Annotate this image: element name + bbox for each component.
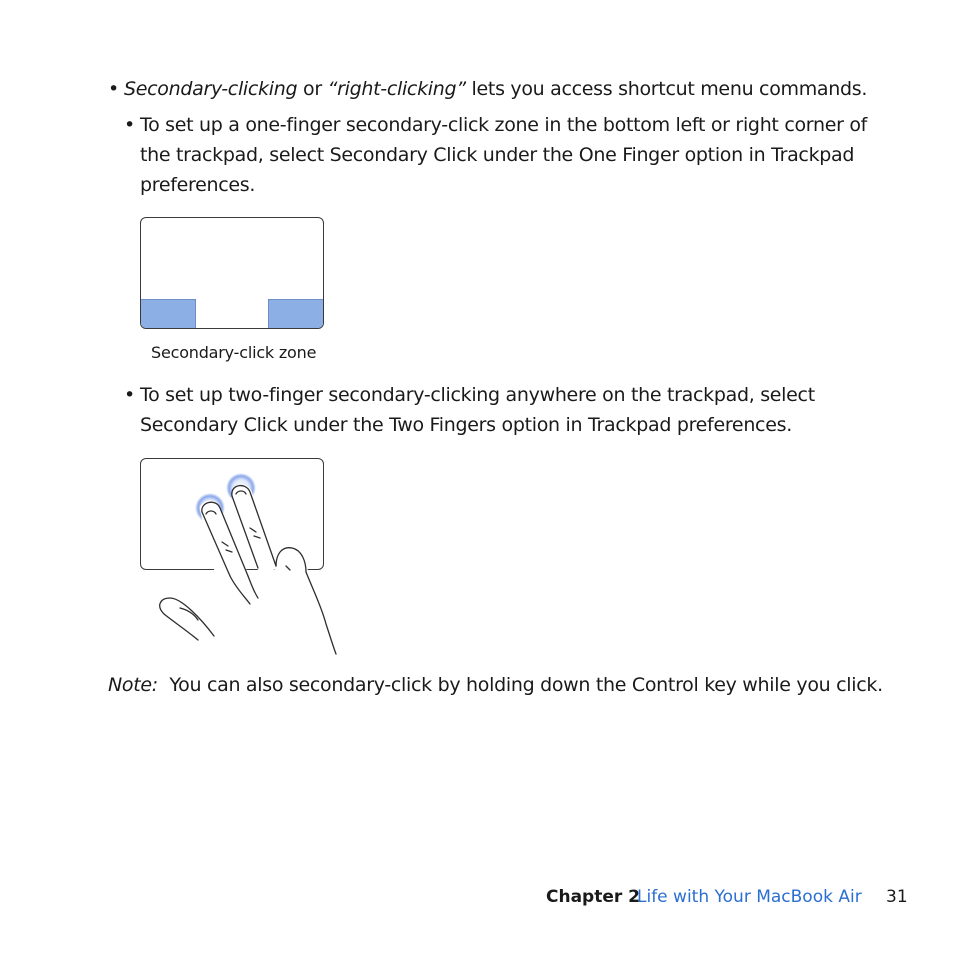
bullet-intro: • bbox=[108, 78, 120, 100]
note-text: You can also secondary-click by holding down the Control key while you click. bbox=[169, 674, 883, 696]
trackpad-zone-illustration bbox=[140, 217, 324, 329]
note-paragraph bbox=[108, 670, 883, 700]
one-finger-line-3: preferences. bbox=[140, 174, 256, 196]
two-finger-line-1: To set up two-finger secondary-clicking anywhere on the trackpad, select bbox=[140, 384, 815, 406]
figure-caption: Secondary-click zone bbox=[151, 343, 317, 362]
right-secondary-click-zone bbox=[268, 299, 323, 328]
bullet-two-finger: • bbox=[124, 384, 136, 406]
note-label: Note: bbox=[108, 674, 158, 696]
bullet-one-finger: • bbox=[124, 114, 136, 136]
term-right-clicking: “right-clicking” bbox=[327, 78, 466, 100]
two-finger-line-2: Secondary Click under the Two Fingers option in Trackpad preferences. bbox=[140, 414, 792, 436]
intro-rest: lets you access shortcut menu commands. bbox=[465, 78, 868, 100]
one-finger-line-1: To set up a one-finger secondary-click zone in the bottom left or right corner of bbox=[140, 114, 868, 136]
left-secondary-click-zone bbox=[141, 299, 196, 328]
footer-chapter-title: Life with Your MacBook Air bbox=[637, 887, 862, 907]
footer-chapter: Chapter 2 bbox=[546, 887, 641, 907]
term-secondary-clicking: Secondary-clicking bbox=[124, 78, 298, 100]
one-finger-line-2: the trackpad, select Secondary Click under the One Finger option in Trackpad bbox=[140, 144, 855, 166]
intro-or: or bbox=[297, 78, 328, 100]
two-finger-hand-icon bbox=[140, 458, 380, 658]
intro-paragraph bbox=[124, 74, 867, 104]
page-number: 31 bbox=[886, 887, 908, 907]
